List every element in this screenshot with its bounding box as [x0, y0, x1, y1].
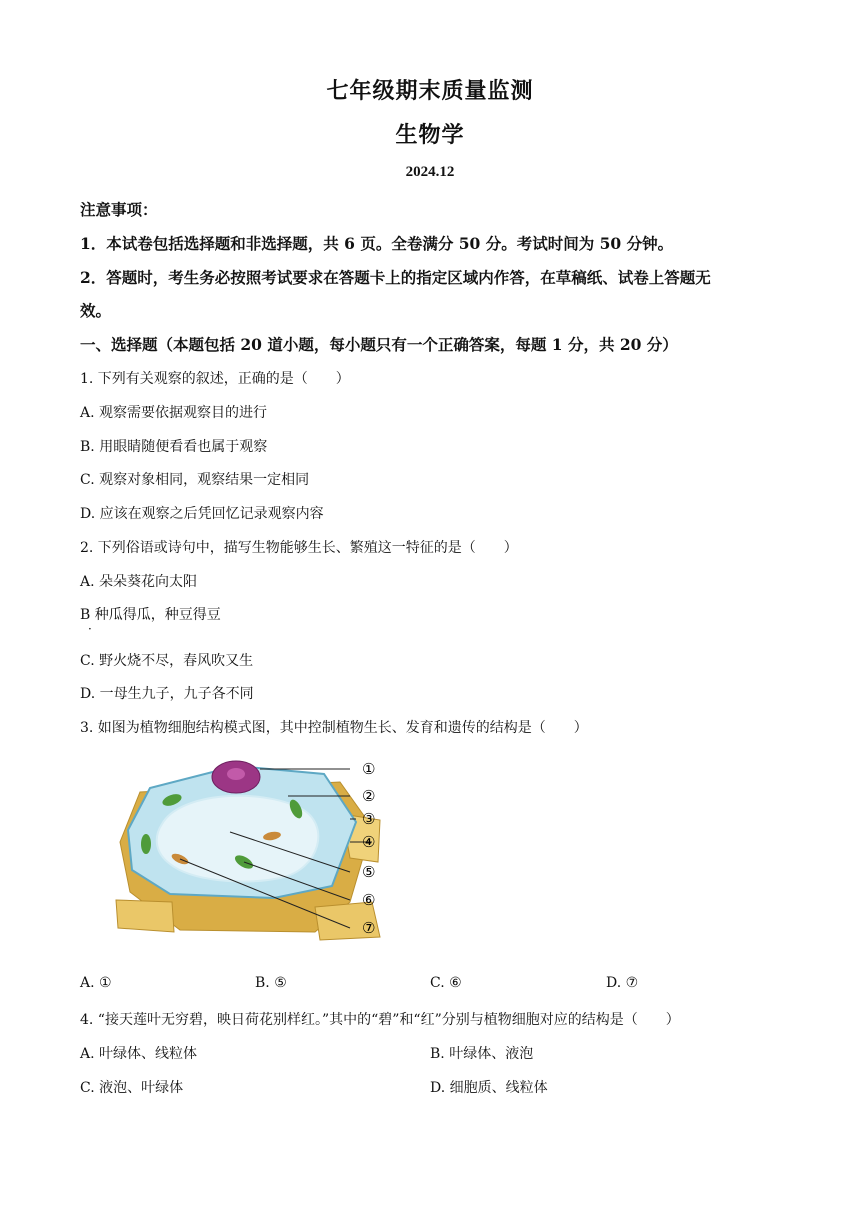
label-2: ② — [362, 787, 376, 805]
plant-cell-diagram — [110, 752, 390, 942]
question-1-option-a: A. 观察需要依据观察目的进行 — [80, 405, 268, 421]
notes-heading: 注意事项： — [80, 200, 158, 219]
chloroplast — [141, 834, 151, 854]
question-3-stem: 3. 如图为植物细胞结构模式图，其中控制植物生长、发育和遗传的结构是（ ） — [80, 720, 588, 736]
label-7: ⑦ — [362, 919, 376, 937]
label-1: ① — [362, 760, 376, 778]
notes-item-2: 2．答题时，考生务必按照考试要求在答题卡上的指定区域内作答，在草稿纸、试卷上答题无 — [80, 268, 711, 287]
question-3-option-a: A. ① — [80, 975, 112, 991]
stray-dot: · — [88, 622, 92, 636]
label-3: ③ — [362, 810, 376, 828]
section-heading: 一、选择题（本题包括 20 道小题，每小题只有一个正确答案，每题 1 分，共 20 分） — [80, 335, 678, 354]
question-2-option-d: D. 一母生九子，九子各不同 — [80, 686, 254, 702]
nucleolus — [227, 768, 245, 780]
question-3-option-c: C. ⑥ — [430, 975, 462, 991]
question-2-option-c: C. 野火烧不尽，春风吹又生 — [80, 653, 254, 669]
question-1-stem: 1. 下列有关观察的叙述，正确的是（ ） — [80, 371, 350, 387]
question-4-option-b: B. 叶绿体、液泡 — [430, 1046, 534, 1062]
notes-item-2-cont: 效。 — [80, 301, 112, 320]
label-4: ④ — [362, 833, 376, 851]
question-4-stem: 4. “接天莲叶无穷碧，映日荷花别样红。”其中的“碧”和“红”分别与植物细胞对应的结构是（ ） — [80, 1012, 680, 1028]
question-4-option-a: A. 叶绿体、线粒体 — [80, 1046, 198, 1062]
label-6: ⑥ — [362, 891, 376, 909]
question-2-option-b: B 种瓜得瓜，种豆得豆 — [80, 607, 221, 623]
question-2-stem: 2. 下列俗语或诗句中，描写生物能够生长、繁殖这一特征的是（ ） — [80, 540, 518, 556]
label-5: ⑤ — [362, 863, 376, 881]
exam-date: 2024.12 — [405, 164, 455, 180]
exam-subject: 生物学 — [395, 122, 465, 148]
question-4-option-d: D. 细胞质、线粒体 — [430, 1080, 548, 1096]
question-2-option-a: A. 朵朵葵花向太阳 — [80, 574, 198, 590]
question-4-option-c: C. 液泡、叶绿体 — [80, 1080, 184, 1096]
question-3-option-d: D. ⑦ — [606, 975, 639, 991]
question-1-option-c: C. 观察对象相同，观察结果一定相同 — [80, 472, 310, 488]
question-3-option-b: B. ⑤ — [255, 975, 287, 991]
question-1-option-b: B. 用眼睛随便看看也属于观察 — [80, 439, 268, 455]
exam-title: 七年级期末质量监测 — [326, 78, 534, 104]
notes-item-1: 1．本试卷包括选择题和非选择题，共 6 页。全卷满分 50 分。考试时间为 50 分钟。 — [80, 234, 674, 253]
question-1-option-d: D. 应该在观察之后凭回忆记录观察内容 — [80, 506, 324, 522]
cell-wall-left-neighbor — [116, 900, 174, 932]
